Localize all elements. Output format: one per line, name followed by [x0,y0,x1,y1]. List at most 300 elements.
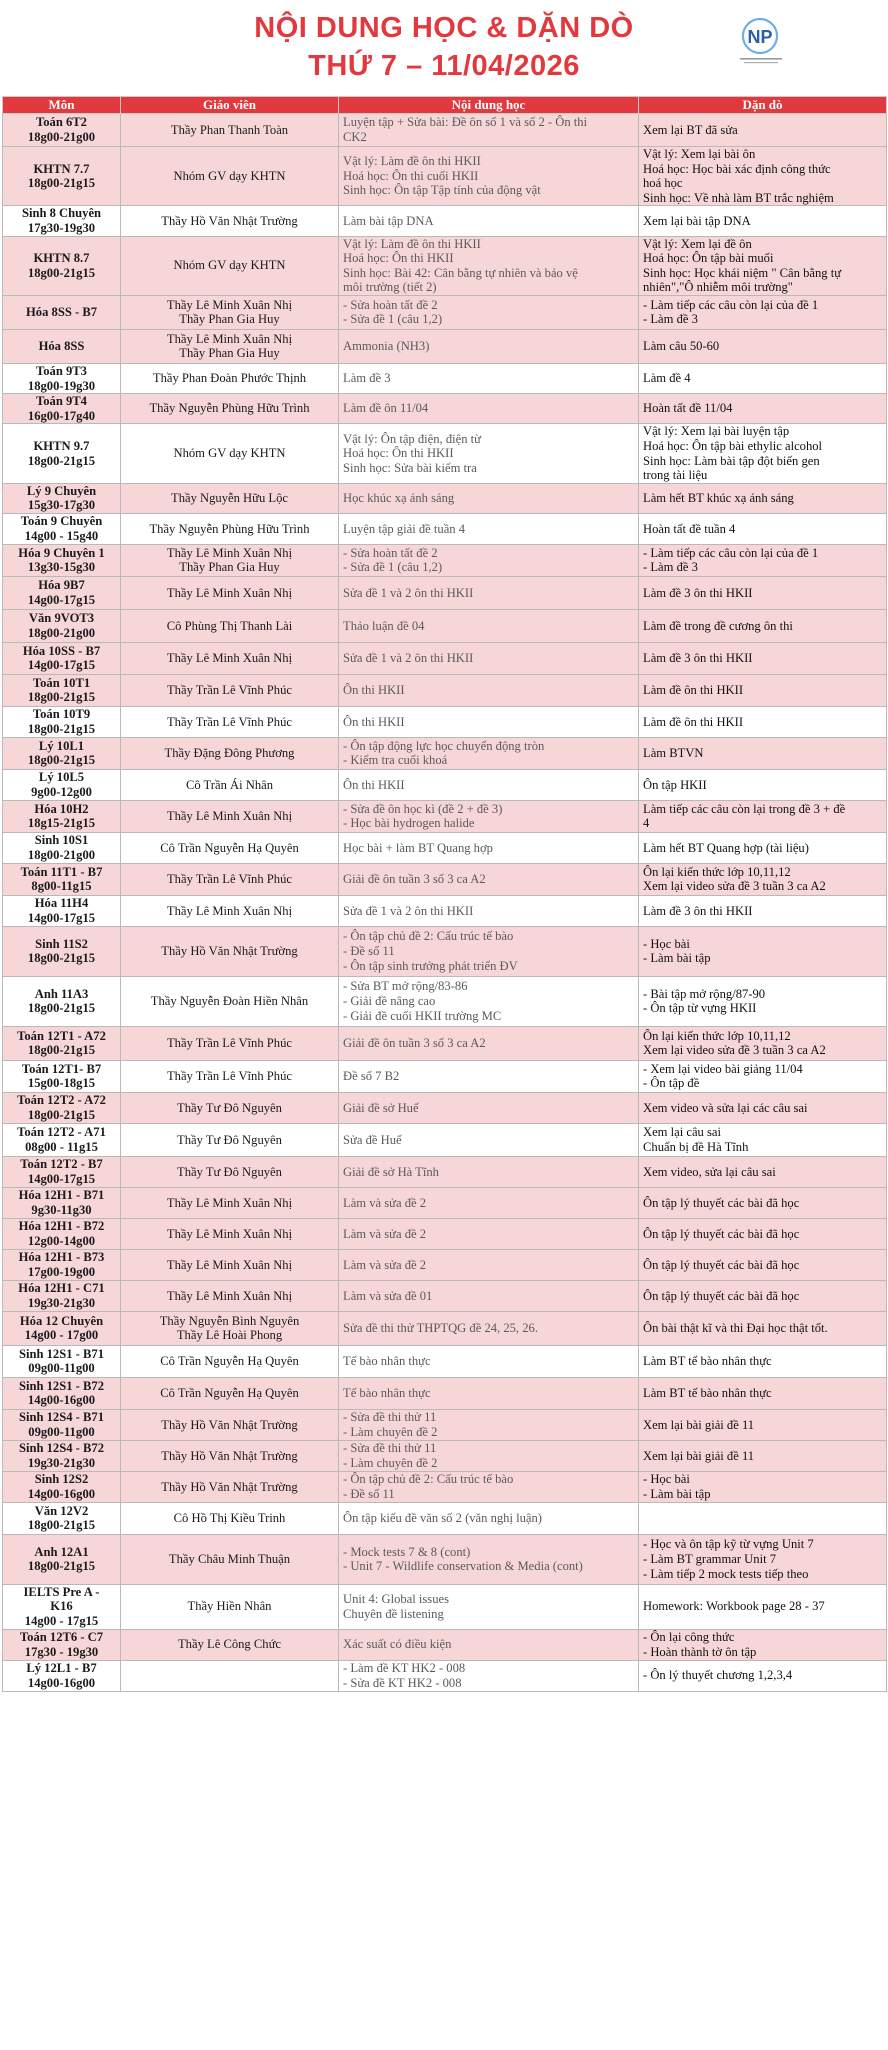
cell-line: 17g00-19g00 [27,1264,96,1279]
cell-line: Hoàn tất đề tuần 4 [643,521,736,536]
cell-line: Cô Hồ Thị Kiều Trinh [173,1511,286,1526]
teacher-cell [121,609,339,642]
subject-cell [3,1409,121,1440]
cell-line: Luyện tập + Sửa bài: Đề ôn số 1 và số 2 - Ôn thi [343,115,588,130]
homework-cell [639,926,887,976]
cell-line: Thầy Hồ Văn Nhật Trường [161,1417,298,1432]
content-cell [339,236,639,295]
homework-cell [639,1218,887,1249]
cell-line: Hoá học: Ôn tập bài ethylic alcohol [643,438,823,453]
subject-cell [3,513,121,544]
cell-line: Làm đề ôn thi HKII [643,714,744,729]
cell-line: 8g00-11g15 [31,879,92,894]
cell-line: Làm đề ôn thi HKII [643,683,744,698]
cell-line: Xem lại câu sai [643,1125,721,1140]
table-row [3,800,887,832]
cell-line: Nhóm GV dạy KHTN [173,446,286,461]
subject-cell [3,1060,121,1092]
teacher-cell [121,1502,339,1534]
teacher-cell [121,1345,339,1377]
cell-line: Làm đề 3 ôn thi HKII [643,903,753,918]
cell-line: KHTN 7.7 [33,161,90,176]
subject-cell [3,206,121,236]
cell-line: Làm bài tập DNA [343,213,434,228]
content-cell [339,1629,639,1660]
homework-cell [639,642,887,674]
table-row [3,363,887,393]
teacher-cell [121,206,339,236]
table-row [3,926,887,976]
cell-line: Thảo luận đề 04 [343,618,425,633]
table-row [3,1471,887,1502]
content-cell [339,1156,639,1187]
subject-cell [3,1026,121,1060]
cell-line: Thầy Lê Minh Xuân Nhị [166,903,293,918]
homework-cell [639,674,887,706]
cell-line: Nhóm GV dạy KHTN [173,258,286,273]
table-row [3,329,887,363]
cell-line: Cô Phùng Thị Thanh Lài [166,618,293,633]
cell-line: Thầy Lê Minh Xuân Nhị [166,651,293,666]
cell-line: CK2 [343,130,367,144]
homework-cell [639,1629,887,1660]
subject-cell [3,706,121,737]
cell-line: - Ôn lý thuyết chương 1,2,3,4 [643,1668,793,1683]
cell-line: Sinh học: Học khái niệm " Cân bằng tự [643,265,842,280]
cell-line: Ôn tập kiểu đề văn số 2 (văn nghị luận) [343,1511,543,1526]
cell-line: - Ôn tập động lực học chuyển động tròn [343,738,545,753]
content-cell [339,114,639,147]
cell-line: Thầy Phan Gia Huy [179,560,280,575]
cell-line: Thầy Lê Minh Xuân Nhị [166,585,293,600]
content-cell [339,1123,639,1156]
cell-line: Thầy Hồ Văn Nhật Trường [161,213,298,228]
homework-cell [639,1471,887,1502]
homework-cell [639,544,887,576]
homework-cell [639,1440,887,1471]
teacher-cell [121,769,339,800]
content-cell [339,295,639,329]
homework-cell [639,114,887,147]
cell-line: - Đề số 11 [343,944,395,959]
cell-line: 14g00-16g00 [27,1486,96,1501]
teacher-cell [121,1660,339,1691]
cell-line: 4 [643,816,650,831]
cell-line: Thầy Lê Minh Xuân Nhị [166,809,293,824]
cell-line: Xem video, sửa lại câu sai [643,1164,776,1179]
cell-line: 13g30-15g30 [27,560,96,575]
table-row [3,147,887,206]
cell-line: Vật lý: Ôn tập điện, điện từ [343,431,481,446]
homework-cell [639,609,887,642]
cell-line: - Làm tiếp các câu còn lại của đề 1 [643,545,819,560]
cell-line: Ôn tập lý thuyết các bài đã học [643,1195,800,1210]
table-row [3,295,887,329]
page-date: THỨ 7 – 11/04/2026 [308,50,580,82]
teacher-cell [121,147,339,206]
cell-line: Lý 12L1 - B7 [26,1661,97,1676]
cell-line: Xem lại video sửa đề 3 tuần 3 ca A2 [643,1043,826,1058]
cell-line: Toán 12T2 - B7 [20,1157,103,1172]
teacher-cell [121,1218,339,1249]
table-row [3,1345,887,1377]
cell-line: - Sửa hoàn tất đề 2 [343,297,438,312]
subject-cell [3,363,121,393]
subject-cell [3,329,121,363]
cell-line: Toán 6T2 [36,115,87,130]
cell-line: - Ôn tập chủ đề 2: Cấu trúc tế bào [343,929,514,944]
cell-line: - Hoàn thành tờ ôn tập [643,1644,757,1659]
cell-line: Sinh 11S2 [35,936,88,951]
cell-line: Toán 9T4 [36,394,87,409]
content-cell [339,1584,639,1629]
homework-cell [639,1409,887,1440]
teacher-cell [121,1409,339,1440]
content-cell [339,329,639,363]
cell-line: 18g00-21g15 [27,265,96,280]
content-cell [339,1345,639,1377]
teacher-cell [121,1534,339,1584]
cell-line: - Ôn lại công thức [643,1630,735,1645]
cell-line: Chuẩn bị đề Hà Tĩnh [643,1139,749,1154]
teacher-cell [121,114,339,147]
subject-cell [3,236,121,295]
cell-line: - Làm bài tập [643,1486,711,1501]
homework-cell [639,483,887,513]
cell-line: IELTS Pre A - [23,1584,100,1599]
cell-line: Thầy Tư Đô Nguyên [177,1132,282,1147]
content-cell [339,1311,639,1345]
cell-line: 15g30-17g30 [27,498,96,513]
cell-line: nhiên","Ô nhiễm môi trường" [643,280,793,295]
content-cell [339,1534,639,1584]
homework-cell [639,706,887,737]
teacher-cell [121,329,339,363]
teacher-cell [121,1440,339,1471]
cell-line: Sinh học: Sửa bài kiểm tra [343,460,477,475]
cell-line: Học khúc xạ ánh sáng [343,490,455,505]
cell-line: - Học và ôn tập kỹ từ vựng Unit 7 [643,1537,814,1552]
cell-line: Sinh 12S1 - B71 [18,1346,105,1361]
cell-line: Toán 12T1 - A72 [17,1028,106,1043]
table-row [3,863,887,895]
cell-line: 14g00-16g00 [27,1393,96,1408]
cell-line: - Làm bài tập [643,951,711,966]
cell-line: Luyện tập giải đề tuần 4 [343,521,466,536]
cell-line: Hoá học: Ôn thi cuối HKII [343,168,479,183]
cell-line: - Sửa đề thi thử 11 [343,1441,437,1456]
cell-line: Làm câu 50-60 [643,339,720,354]
cell-line: Ôn lại kiến thức lớp 10,11,12 [643,1028,791,1043]
subject-cell [3,895,121,926]
cell-line: Vật lý: Xem lại bài luyện tập [643,424,790,439]
cell-line: Sinh học: Về nhà làm BT trắc nghiệm [643,190,834,205]
cell-line: Lý 10L5 [38,770,85,785]
cell-line: - Làm đề 3 [643,560,698,575]
cell-line: Làm đề trong đề cương ôn thi [643,618,793,633]
subject-cell [3,1377,121,1409]
cell-line: Ôn thi HKII [343,714,405,729]
cell-line: 18g00-21g00 [27,625,96,640]
content-cell [339,976,639,1026]
cell-line: Xem video và sửa lại các câu sai [643,1100,808,1115]
cell-line: Thầy Nguyễn Bình Nguyên [159,1313,300,1328]
table-row [3,1409,887,1440]
homework-cell [639,1280,887,1311]
cell-line: Hóa 8SS [38,339,85,354]
cell-line: Giải đề sở Huế [343,1100,419,1115]
teacher-cell [121,363,339,393]
cell-line: Tế bào nhân thực [343,1386,431,1401]
cell-line: Xem lại video sửa đề 3 tuần 3 ca A2 [643,879,826,894]
cell-line: 14g00-17g15 [27,658,96,673]
cell-line: Sửa đề 1 và 2 ôn thi HKII [343,585,474,600]
subject-cell [3,1311,121,1345]
teacher-cell [121,295,339,329]
teacher-cell [121,642,339,674]
cell-line: Ôn thi HKII [343,683,405,698]
content-cell [339,737,639,769]
cell-line: Hóa 12H1 - B72 [18,1219,105,1234]
cell-line: - Ôn tập sinh trưởng phát triển ĐV [343,958,518,973]
subject-cell [3,1280,121,1311]
cell-line: Thầy Nguyễn Đoàn Hiền Nhân [150,994,309,1009]
cell-line: - Làm tiếp 2 mock tests tiếp theo [643,1566,809,1581]
content-cell [339,576,639,609]
homework-cell [639,800,887,832]
content-cell [339,895,639,926]
cell-line: Thầy Trần Lê Vĩnh Phúc [166,683,292,698]
homework-cell [639,295,887,329]
content-cell [339,1187,639,1218]
cell-line: Làm và sửa đề 2 [343,1195,427,1210]
table-row [3,1440,887,1471]
cell-line: 18g00-21g15 [27,453,96,468]
cell-line: Học bài + làm BT Quang hợp [343,840,493,855]
subject-cell [3,576,121,609]
cell-line: Anh 12A1 [34,1544,89,1559]
table-row [3,737,887,769]
cell-line: Toán 9T3 [36,363,87,378]
teacher-cell [121,1377,339,1409]
cell-line: 09g00-11g00 [28,1361,95,1376]
cell-line: Cô Trần Nguyễn Hạ Quyên [160,840,299,855]
content-cell [339,206,639,236]
table-row [3,513,887,544]
cell-line: Làm và sửa đề 01 [343,1288,433,1303]
cell-line: Sinh 10S1 [34,833,89,848]
cell-line: 14g00 - 17g00 [24,1328,99,1343]
homework-cell [639,1060,887,1092]
subject-cell [3,769,121,800]
content-cell [339,706,639,737]
cell-line: - Làm đề KT HK2 - 008 [343,1661,466,1676]
homework-cell [639,363,887,393]
table-row [3,1123,887,1156]
teacher-cell [121,394,339,424]
cell-line: Lý 10L1 [38,738,85,753]
cell-line: Làm và sửa đề 2 [343,1226,427,1241]
cell-line: Hoàn tất đề 11/04 [643,401,733,416]
content-cell [339,1092,639,1123]
homework-cell [639,863,887,895]
content-cell [339,674,639,706]
table-row [3,1502,887,1534]
table-row [3,483,887,513]
cell-line: Làm BT tế bào nhân thực [643,1386,772,1401]
cell-line: - Unit 7 - Wildlife conservation & Media (cont) [343,1559,583,1574]
cell-line: Ôn bài thật kĩ và thi Đại học thật tốt. [643,1321,828,1336]
cell-line: Hóa 11H4 [34,896,89,911]
cell-line: 19g30-21g30 [27,1455,96,1470]
cell-line: 18g00-21g00 [27,130,96,144]
cell-line: Sinh học: Bài 42: Cân bằng tự nhiên và bảo vệ [343,265,578,280]
cell-line: Vật lý: Làm đề ôn thi HKII [343,154,481,169]
cell-line: Làm tiếp các câu còn lại trong đề 3 + đề [643,801,846,816]
teacher-cell [121,895,339,926]
table-row [3,544,887,576]
homework-cell [639,236,887,295]
cell-line: Vật lý: Xem lại bài ôn [643,147,756,161]
content-cell [339,363,639,393]
teacher-cell [121,832,339,863]
teacher-cell [121,424,339,483]
cell-line: Xác suất có điều kiện [343,1637,452,1652]
subject-cell [3,483,121,513]
subject-cell [3,609,121,642]
cell-line: 17g30-19g30 [27,220,96,235]
subject-cell [3,1156,121,1187]
cell-line: 18g00-21g15 [27,1559,96,1574]
table-row [3,1280,887,1311]
content-cell [339,544,639,576]
table-row [3,832,887,863]
content-cell [339,609,639,642]
subject-cell [3,926,121,976]
subject-cell [3,147,121,206]
cell-line: Hoá học: Ôn tập bài muối [643,251,774,266]
col-header-mon: Môn [3,97,121,114]
content-cell [339,1060,639,1092]
cell-line: Làm đề 3 [343,371,391,386]
table-row [3,1060,887,1092]
cell-line: Thầy Trần Lê Vĩnh Phúc [166,1036,292,1051]
teacher-cell [121,706,339,737]
cell-line: Thầy Nguyễn Phùng Hữu Trình [149,521,310,536]
teacher-cell [121,1060,339,1092]
table-row [3,642,887,674]
cell-line: Ôn tập lý thuyết các bài đã học [643,1288,800,1303]
cell-line: Anh 11A3 [34,986,89,1001]
homework-cell [639,1092,887,1123]
content-cell [339,1502,639,1534]
cell-line: 14g00-17g15 [27,910,96,925]
table-row [3,609,887,642]
cell-line: - Sửa đề 1 (câu 1,2) [343,312,443,327]
cell-line: trong tài liệu [643,468,708,483]
cell-line: Hóa 9 Chuyên 1 [18,545,105,560]
cell-line: Hóa 9B7 [38,578,85,593]
cell-line: - Sửa đề KT HK2 - 008 [343,1675,462,1690]
cell-line: Ôn tập lý thuyết các bài đã học [643,1226,800,1241]
cell-line: Thầy Tư Đô Nguyên [177,1164,282,1179]
subject-cell [3,642,121,674]
cell-line: Xem lại bài tập DNA [643,213,751,228]
table-row [3,976,887,1026]
cell-line: Thầy Trần Lê Vĩnh Phúc [166,872,292,887]
subject-cell [3,394,121,424]
subject-cell [3,295,121,329]
table-row [3,236,887,295]
table-row [3,895,887,926]
subject-cell [3,1471,121,1502]
cell-line: 18g15-21g15 [27,816,96,831]
content-cell [339,1218,639,1249]
teacher-cell [121,1187,339,1218]
subject-cell [3,737,121,769]
cell-line: Hóa 10SS - B7 [22,643,101,658]
teacher-cell [121,576,339,609]
cell-line: 18g00-21g15 [27,176,96,191]
np-logo-icon [734,14,790,70]
cell-line: 18g00-21g15 [27,721,96,736]
homework-cell [639,1534,887,1584]
cell-line: Thầy Trần Lê Vĩnh Phúc [166,1069,292,1084]
homework-cell [639,832,887,863]
subject-cell [3,1218,121,1249]
table-row [3,394,887,424]
table-row [3,674,887,706]
table-row [3,1187,887,1218]
teacher-cell [121,1280,339,1311]
cell-line: Làm và sửa đề 2 [343,1257,427,1272]
table-row [3,1660,887,1691]
cell-line: Hoá học: Ôn thi HKII [343,446,454,461]
cell-line: Toán 12T2 - A71 [17,1125,106,1140]
cell-line: Văn 12V2 [34,1503,89,1518]
cell-line: 14g00 - 15g40 [24,528,99,543]
cell-line: Làm đề 3 ôn thi HKII [643,651,753,666]
subject-cell [3,1584,121,1629]
homework-cell [639,1584,887,1629]
cell-line: - Xem lại video bài giảng 11/04 [643,1061,803,1076]
cell-line: Sửa đề 1 và 2 ôn thi HKII [343,903,474,918]
cell-line: 18g00-21g15 [27,1001,96,1016]
cell-line: 19g30-21g30 [27,1295,96,1310]
cell-line: Toán 9 Chuyên [20,514,103,529]
table-row [3,206,887,236]
cell-line: Sinh 12S4 - B72 [18,1441,105,1456]
content-cell [339,1660,639,1691]
content-cell [339,1377,639,1409]
teacher-cell [121,513,339,544]
content-cell [339,1249,639,1280]
table-row [3,706,887,737]
cell-line: - Sửa BT mở rộng/83-86 [343,979,468,994]
cell-line: Sửa đề Huế [343,1132,402,1147]
content-cell [339,1280,639,1311]
cell-line: Thầy Hồ Văn Nhật Trường [161,1479,298,1494]
cell-line: Toán 12T2 - A72 [17,1093,106,1108]
homework-cell [639,1026,887,1060]
cell-line: - Làm BT grammar Unit 7 [643,1552,777,1567]
cell-line: Ôn tập lý thuyết các bài đã học [643,1257,800,1272]
teacher-cell [121,1092,339,1123]
homework-cell [639,329,887,363]
cell-line: Thầy Lê Công Chức [177,1637,281,1652]
teacher-cell [121,1584,339,1629]
teacher-cell [121,737,339,769]
